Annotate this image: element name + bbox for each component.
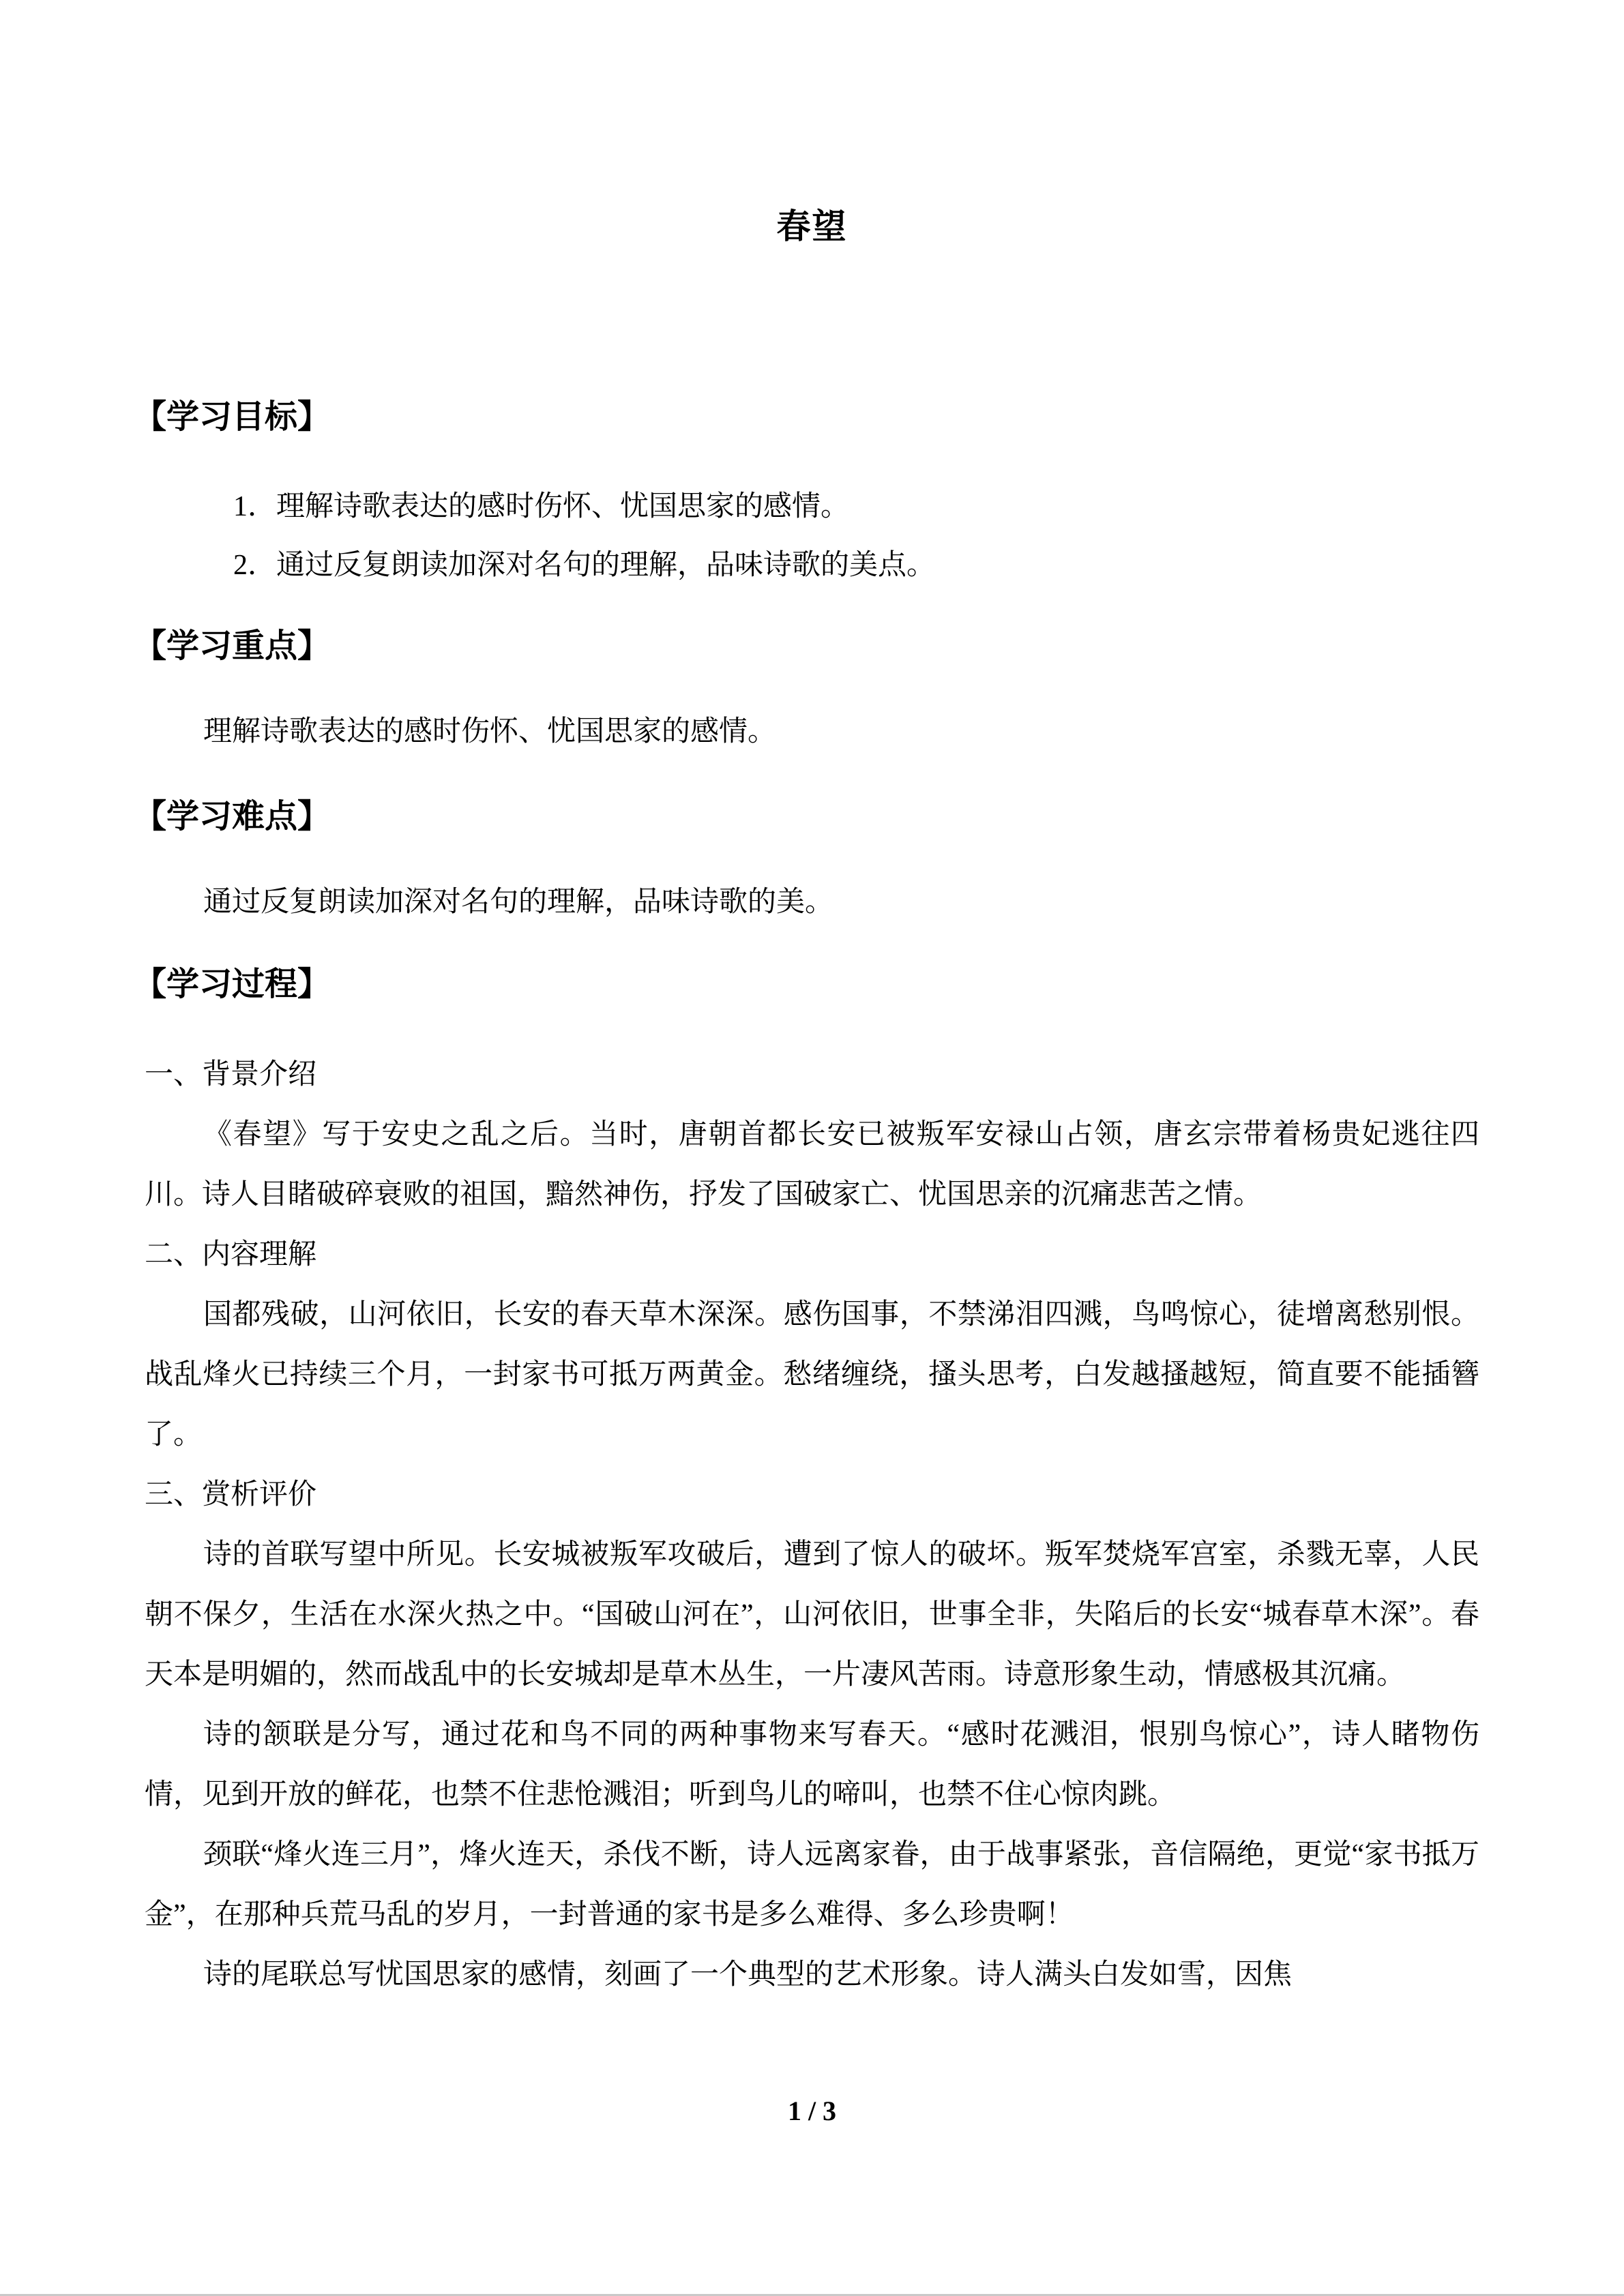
subsection-heading-background: 一、背景介绍	[145, 1059, 317, 1090]
keypoint-text: 理解诗歌表达的感时伤怀、忧国思家的感情。	[203, 716, 777, 747]
paragraph-third-couplet: 颈联“烽火连三月”，烽火连天，杀伐不断，诗人远离家眷，由于战事紧张，音信隔绝，更觉“家书抵万金”，在那种兵荒马乱的岁月，一封普通的家书是多么难得、多么珍贵啊！	[145, 1839, 1479, 1930]
subsection-heading-appreciation: 三、赏析评价	[145, 1479, 317, 1510]
section-heading-process: 【学习过程】	[134, 966, 331, 1002]
paragraph-background: 《春望》写于安史之乱之后。当时，唐朝首都长安已被叛军安禄山占领，唐玄宗带着杨贵妃逃往四川。诗人目睹破碎衰败的祖国，黯然神伤，抒发了国破家亡、忧国思亲的沉痛悲苦之情。	[145, 1119, 1479, 1210]
paragraph-first-couplet: 诗的首联写望中所见。长安城被叛军攻破后，遭到了惊人的破坏。叛军焚烧军宫室，杀戮无辜，人民朝不保夕，生活在水深火热之中。“国破山河在”，山河依旧，世事全非，失陷后的长安“城春草木深”。春天本是明媚的，然而战乱中的长安城却是草木丛生，一片凄风苦雨。诗意形象生动，情感极其沉痛。	[145, 1539, 1479, 1690]
page-number: 1 / 3	[787, 2096, 837, 2126]
section-heading-difficulty: 【学习难点】	[134, 799, 331, 835]
paragraph-second-couplet: 诗的颔联是分写，通过花和鸟不同的两种事物来写春天。“感时花溅泪，恨别鸟惊心”，诗人睹物伤情，见到开放的鲜花，也禁不住悲怆溅泪；听到鸟儿的啼叫，也禁不住心惊肉跳。	[145, 1719, 1479, 1810]
difficulty-text: 通过反复朗读加深对名句的理解，品味诗歌的美。	[203, 886, 834, 918]
objective-item: 1．理解诗歌表达的感时伤怀、忧国思家的感情。	[233, 491, 850, 522]
process-blocks	[145, 1045, 1479, 2005]
section-heading-objectives: 【学习目标】	[134, 399, 331, 435]
objective-item: 2．通过反复朗读加深对名句的理解，品味诗歌的美点。	[233, 550, 936, 581]
subsection-heading-comprehension: 二、内容理解	[145, 1239, 317, 1270]
objectives-list	[145, 477, 1479, 595]
paragraph-comprehension: 国都残破，山河依旧，长安的春天草木深深。感伤国事，不禁涕泪四溅，鸟鸣惊心，徒增离愁别恨。战乱烽火已持续三个月，一封家书可抵万两黄金。愁绪缠绕，搔头思考，白发越搔越短，简直要不能插簪了。	[145, 1299, 1479, 1450]
section-heading-keypoint: 【学习重点】	[134, 628, 331, 664]
page-title: 春望	[776, 207, 848, 245]
paragraph-final-couplet: 诗的尾联总写忧国思家的感情，刻画了一个典型的艺术形象。诗人满头白发如雪，因焦	[203, 1959, 1293, 1991]
